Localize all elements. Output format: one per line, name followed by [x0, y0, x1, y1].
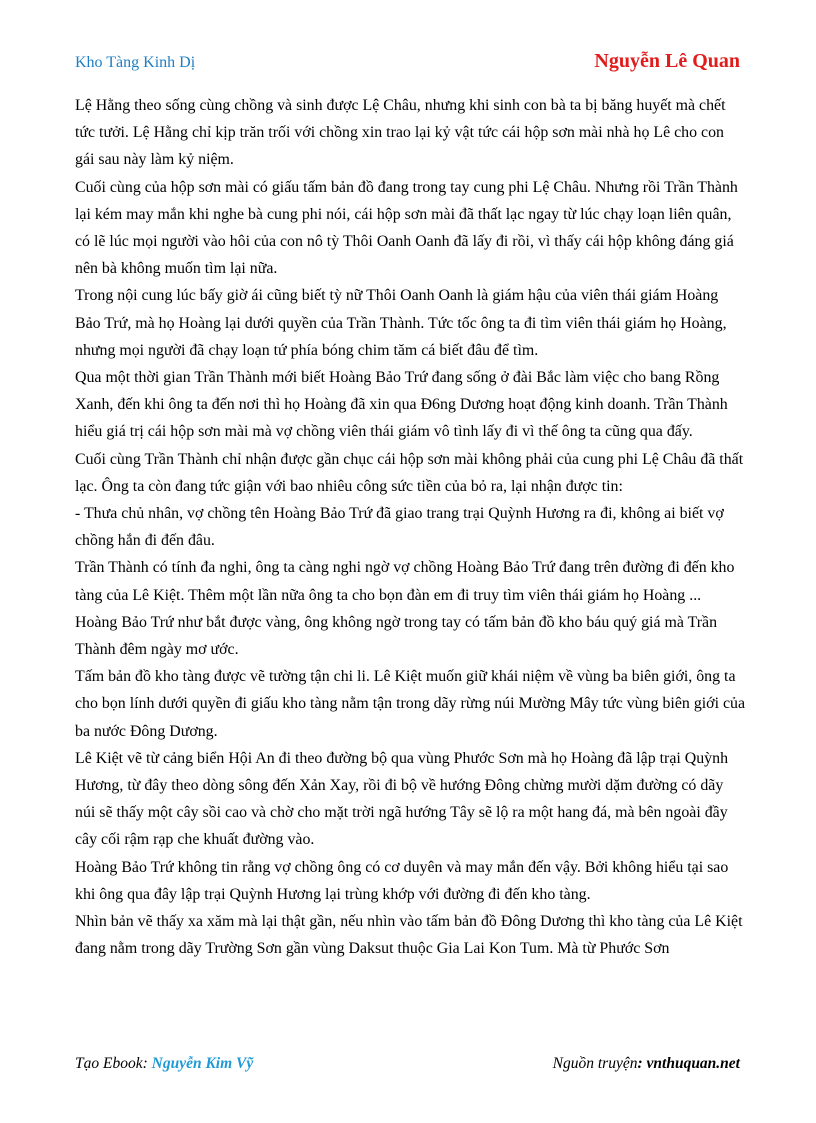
ebook-label: Tạo Ebook [75, 1055, 143, 1072]
book-title: Kho Tàng Kinh Dị [75, 54, 196, 71]
source-label: Nguồn truyện [552, 1055, 638, 1072]
page-footer [75, 1055, 740, 1077]
paragraph: Cuối cùng Trần Thành chỉ nhận được gần chục cái hộp sơn mài không phải của cung phi Lệ Châu đã thất lạc. Ông ta còn đang tức giận với bao nhiêu công sức tiền của bỏ ra, lại nhận được tin: [75, 450, 744, 495]
source-site: vnthuquan.net [646, 1055, 740, 1072]
ebook-credit [75, 1055, 253, 1073]
author-name: Nguyễn Lê Quan [594, 50, 740, 72]
paragraph: Qua một thời gian Trần Thành mới biết Hoàng Bảo Trứ đang sống ở đài Bắc làm việc cho bang Rồng Xanh, đến khi ông ta đến nơi thì họ Hoàng đã xin qua Đ6ng Dương hoạt động kinh doanh. Trần Thành hiểu giá trị cái hộp sơn mài mà vợ chồng viên thái giám vô tình lấy đi vì thế ông ta cũng qua đấy. [75, 369, 728, 441]
source-credit [553, 1055, 740, 1073]
paragraph: Trần Thành có tính đa nghi, ông ta càng nghi ngờ vợ chồng Hoàng Bảo Trứ đang trên đường đi đến kho tàng của Lê Kiệt. Thêm một lần nữa ông ta cho bọn đàn em đi truy tìm viên thái giám họ Hoàng ... [75, 559, 735, 604]
paragraph: Lệ Hằng theo sống cùng chồng và sinh được Lệ Châu, nhưng khi sinh con bà ta bị băng huyết mà chết tức tưởi. Lệ Hằng chỉ kịp trăn trối với chồng xin trao lại kỷ vật tức cái hộp sơn mài nhà họ Lê cho con gái sau này làm kỷ niệm. [75, 97, 726, 169]
ebook-author: Nguyễn Kim Vỹ [151, 1055, 254, 1072]
story-body [75, 92, 747, 963]
paragraph: Tấm bản đồ kho tàng được vẽ tường tận chi li. Lê Kiệt muốn giữ khái niệm về vùng ba biên giới, ông ta cho bọn lính dưới quyền đi giấu kho tàng nằm tận trong dãy rừng núi Mường Mây tức vùng biên giới của ba nước Đông Dương. [75, 668, 746, 740]
ebook-separator: : [142, 1055, 152, 1072]
paragraph: Cuối cùng của hộp sơn mài có giấu tấm bản đồ đang trong tay cung phi Lệ Châu. Nhưng rồi Trần Thành lại kém may mắn khi nghe bà cung phi nói, cái hộp sơn mài đã thất lạc ngay từ lúc chạy loạn liên quân, có lẽ lúc mọi người vào hôi của con nô tỳ Thôi Oanh Oanh đã lấy đi rồi, vì thấy cái hộp không đáng giá nên bà không muốn tìm lại nữa. [75, 178, 738, 278]
paragraph: Trong nội cung lúc bấy giờ ái cũng biết tỳ nữ Thôi Oanh Oanh là giám hậu của viên thái giám Hoàng Bảo Trứ, mà họ Hoàng lại dưới quyền của Trần Thành. Tức tốc ông ta đi tìm viên thái giám họ Hoàng, nhưng mọi người đã chạy loạn tứ phía bóng chim tăm cá biết đâu để tìm. [75, 287, 727, 359]
paragraph: Hoàng Bảo Trứ như bắt được vàng, ông không ngờ trong tay có tấm bản đồ kho báu quý giá mà Trần Thành đêm ngày mơ ước. [75, 613, 718, 659]
paragraph: Hoàng Bảo Trứ không tin rằng vợ chồng ông có cơ duyên và may mắn đến vậy. Bởi không hiểu tại sao khi ông qua đây lập trại Quỳnh Hương lại trùng khớp với đường đi đến kho tàng. [75, 858, 729, 903]
page-header [75, 50, 740, 76]
paragraph: Nhìn bản vẽ thấy xa xăm mà lại thật gần, nếu nhìn vào tấm bản đồ Đông Dương thì kho tàng của Lê Kiệt đang nằm trong dãy Trường Sơn gần vùng Daksut thuộc Gia Lai Kon Tum. Mà từ Phước Sơn [75, 913, 743, 958]
paragraph: - Thưa chủ nhân, vợ chồng tên Hoàng Bảo Trứ đã giao trang trại Quỳnh Hương ra đi, không ai biết vợ chồng hắn đi đến đâu. [75, 505, 724, 550]
source-separator: : [637, 1055, 647, 1072]
paragraph: Lê Kiệt vẽ từ cảng biển Hội An đi theo đường bộ qua vùng Phước Sơn mà họ Hoàng đã lập trại Quỳnh Hương, từ đây theo dòng sông đến Xản Xay, rồi đi bộ về hướng Đông chừng mười dặm đường có dãy núi sẽ thấy một cây sồi cao và chờ cho mặt trời ngã hướng Tây sẽ lộ ra một hang đá, mà bên ngoài đầy cây cối rậm rạp che khuất đường vào. [75, 749, 729, 849]
